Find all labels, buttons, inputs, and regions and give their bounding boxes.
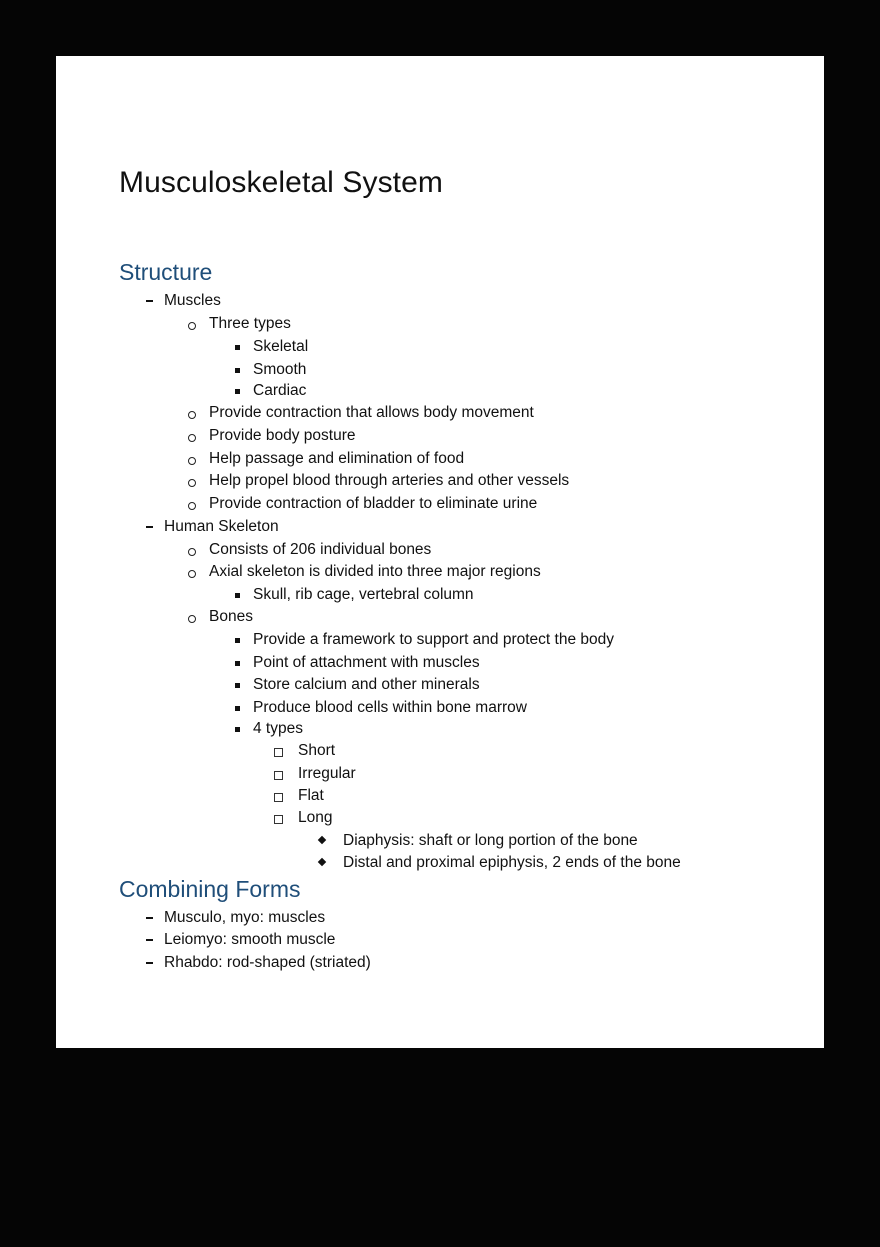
list-item-text: Musculo, myo: muscles	[164, 909, 326, 926]
document-page	[56, 56, 824, 1048]
dash-bullet-icon	[142, 952, 156, 974]
list-item-text: Point of attachment with muscles	[253, 654, 480, 671]
document-title: Musculoskeletal System	[119, 166, 443, 199]
list-item-text: Irregular	[298, 765, 356, 782]
dash-bullet-icon	[142, 929, 156, 951]
list-item-text: Skeletal	[253, 338, 309, 355]
list-item-text: 4 types	[253, 720, 303, 737]
list-item-text: Help passage and elimination of food	[209, 450, 465, 467]
hollow-square-bullet-icon	[271, 807, 285, 829]
list-item-text: Provide contraction of bladder to eliminate urine	[209, 495, 538, 512]
hollow-square-bullet-icon	[271, 785, 285, 807]
dash-bullet-icon	[142, 290, 156, 312]
list-item-text: Axial skeleton is divided into three major regions	[209, 563, 541, 580]
square-bullet-icon	[230, 718, 244, 740]
section-heading-combining-forms: Combining Forms	[119, 876, 301, 902]
list-item-text: Cardiac	[253, 382, 307, 399]
list-item-text: Distal and proximal epiphysis, 2 ends of the bone	[343, 854, 681, 871]
list-item-text: Flat	[298, 787, 324, 804]
square-bullet-icon	[230, 652, 244, 674]
square-bullet-icon	[230, 629, 244, 651]
square-bullet-icon	[230, 697, 244, 719]
list-item-text: Help propel blood through arteries and other vessels	[209, 472, 570, 489]
list-item-text: Short	[298, 742, 336, 759]
square-bullet-icon	[230, 380, 244, 402]
square-bullet-icon	[230, 336, 244, 358]
list-item-text: Provide a framework to support and protect the body	[253, 631, 615, 648]
dash-bullet-icon	[142, 907, 156, 929]
circle-bullet-icon	[185, 425, 199, 447]
circle-bullet-icon	[185, 470, 199, 492]
list-item-text: Store calcium and other minerals	[253, 676, 480, 693]
list-item-text: Skull, rib cage, vertebral column	[253, 586, 474, 603]
list-item-text: Leiomyo: smooth muscle	[164, 931, 336, 948]
list-item-text: Three types	[209, 315, 291, 332]
circle-bullet-icon	[185, 402, 199, 424]
square-bullet-icon	[230, 359, 244, 381]
list-item-text: Provide body posture	[209, 427, 356, 444]
list-item-text: Long	[298, 809, 333, 826]
hollow-square-bullet-icon	[271, 763, 285, 785]
list-item-text: Human Skeleton	[164, 518, 279, 535]
circle-bullet-icon	[185, 493, 199, 515]
diamond-bullet-icon	[315, 830, 329, 852]
circle-bullet-icon	[185, 539, 199, 561]
diamond-bullet-icon	[315, 852, 329, 874]
hollow-square-bullet-icon	[271, 740, 285, 762]
list-item-text: Provide contraction that allows body movement	[209, 404, 534, 421]
list-item-text: Rhabdo: rod-shaped (striated)	[164, 954, 371, 971]
list-item-text: Muscles	[164, 292, 221, 309]
circle-bullet-icon	[185, 313, 199, 335]
list-item-text: Produce blood cells within bone marrow	[253, 699, 527, 716]
section-heading-structure: Structure	[119, 259, 213, 285]
list-item-text: Diaphysis: shaft or long portion of the bone	[343, 832, 638, 849]
square-bullet-icon	[230, 584, 244, 606]
list-item-text: Consists of 206 individual bones	[209, 541, 432, 558]
dash-bullet-icon	[142, 516, 156, 538]
circle-bullet-icon	[185, 561, 199, 583]
circle-bullet-icon	[185, 448, 199, 470]
list-item-text: Smooth	[253, 361, 307, 378]
list-item-text: Bones	[209, 608, 253, 625]
square-bullet-icon	[230, 674, 244, 696]
circle-bullet-icon	[185, 606, 199, 628]
